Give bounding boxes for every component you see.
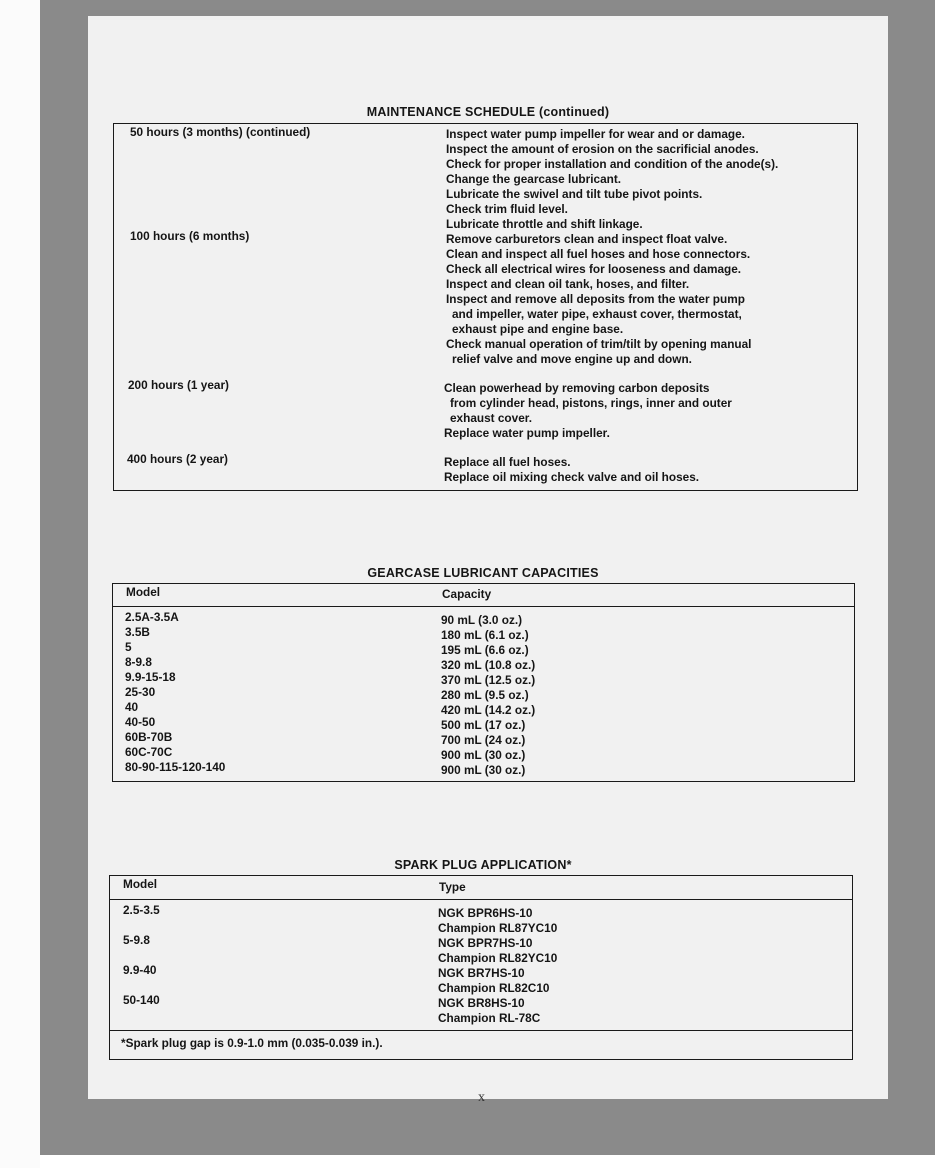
type-cell: Champion RL-78C — [438, 1011, 541, 1025]
col-header-model: Model — [126, 585, 161, 599]
page-number: x — [478, 1090, 485, 1105]
gearcase-title: GEARCASE LUBRICANT CAPACITIES — [367, 566, 599, 580]
task-line: Check trim fluid level. — [446, 202, 568, 216]
model-cell: 50-140 — [123, 993, 160, 1007]
footnote: *Spark plug gap is 0.9-1.0 mm (0.035-0.039 in.). — [121, 1036, 383, 1050]
task-line: from cylinder head, pistons, rings, inner and outer — [450, 396, 732, 410]
capacity-cell: 700 mL (24 oz.) — [441, 733, 526, 747]
interval-label: 50 hours (3 months) (continued) — [130, 125, 311, 139]
capacity-cell: 280 mL (9.5 oz.) — [441, 688, 529, 702]
task-line: exhaust cover. — [450, 411, 532, 425]
col-header-capacity: Capacity — [442, 587, 492, 601]
model-cell: 5-9.8 — [123, 933, 150, 947]
task-line: Replace water pump impeller. — [444, 426, 610, 440]
capacity-cell: 320 mL (10.8 oz.) — [441, 658, 536, 672]
type-cell: NGK BR8HS-10 — [438, 996, 525, 1010]
task-line: exhaust pipe and engine base. — [452, 322, 624, 336]
model-cell: 60B-70B — [125, 730, 173, 744]
scan-margin — [0, 0, 40, 1168]
task-line: relief valve and move engine up and down. — [452, 352, 692, 366]
task-line: Inspect the amount of erosion on the sacrificial anodes. — [446, 142, 759, 156]
type-cell: Champion RL82YC10 — [438, 951, 558, 965]
task-line: Clean and inspect all fuel hoses and hose connectors. — [446, 247, 751, 261]
capacity-cell: 900 mL (30 oz.) — [441, 763, 526, 777]
capacity-cell: 420 mL (14.2 oz.) — [441, 703, 536, 717]
task-line: Change the gearcase lubricant. — [446, 172, 622, 186]
model-cell: 80-90-115-120-140 — [125, 760, 226, 774]
task-line: Check for proper installation and condition of the anode(s). — [446, 157, 779, 171]
model-cell: 60C-70C — [125, 745, 173, 759]
task-line: Inspect water pump impeller for wear and or damage. — [446, 127, 745, 141]
col-header-type: Type — [439, 880, 466, 894]
task-line: Inspect and remove all deposits from the water pump — [446, 292, 745, 306]
capacity-cell: 90 mL (3.0 oz.) — [441, 613, 523, 627]
model-cell: 40-50 — [125, 715, 156, 729]
interval-label: 400 hours (2 year) — [127, 452, 228, 466]
type-cell: Champion RL82C10 — [438, 981, 550, 995]
capacity-cell: 500 mL (17 oz.) — [441, 718, 526, 732]
page — [88, 16, 888, 1105]
model-cell: 9.9-15-18 — [125, 670, 176, 684]
task-line: Check all electrical wires for looseness and damage. — [446, 262, 742, 276]
model-cell: 8-9.8 — [125, 655, 152, 669]
model-cell: 9.9-40 — [123, 963, 157, 977]
model-cell: 40 — [125, 700, 139, 714]
task-line: Remove carburetors clean and inspect float valve. — [446, 232, 728, 246]
task-line: Check manual operation of trim/tilt by opening manual — [446, 337, 752, 351]
model-cell: 3.5B — [125, 625, 150, 639]
maintenance-title: MAINTENANCE SCHEDULE (continued) — [366, 105, 610, 119]
task-line: Lubricate the swivel and tilt tube pivot points. — [446, 187, 703, 201]
header-rule — [110, 899, 852, 900]
task-line: Clean powerhead by removing carbon deposits — [444, 381, 710, 395]
capacity-cell: 900 mL (30 oz.) — [441, 748, 526, 762]
task-line: Replace oil mixing check valve and oil hoses. — [444, 470, 700, 484]
capacity-cell: 180 mL (6.1 oz.) — [441, 628, 529, 642]
type-cell: Champion RL87YC10 — [438, 921, 558, 935]
task-line: and impeller, water pipe, exhaust cover, thermostat, — [452, 307, 742, 321]
sparkplug-table — [109, 875, 853, 1060]
model-cell: 25-30 — [125, 685, 156, 699]
header-rule — [113, 606, 854, 607]
model-cell: 2.5-3.5 — [123, 903, 160, 917]
interval-label: 200 hours (1 year) — [128, 378, 229, 392]
model-cell: 5 — [125, 640, 132, 654]
task-line: Inspect and clean oil tank, hoses, and filter. — [446, 277, 690, 291]
task-line: Replace all fuel hoses. — [444, 455, 571, 469]
model-cell: 2.5A-3.5A — [125, 610, 179, 624]
type-cell: NGK BPR6HS-10 — [438, 906, 533, 920]
type-cell: NGK BPR7HS-10 — [438, 936, 533, 950]
interval-label: 100 hours (6 months) — [130, 229, 250, 243]
footnote-rule — [110, 1030, 852, 1031]
col-header-model: Model — [123, 877, 158, 891]
gearcase-table — [112, 583, 855, 782]
task-line: Lubricate throttle and shift linkage. — [446, 217, 643, 231]
sparkplug-title: SPARK PLUG APPLICATION* — [394, 858, 572, 872]
type-cell: NGK BR7HS-10 — [438, 966, 525, 980]
capacity-cell: 195 mL (6.6 oz.) — [441, 643, 529, 657]
maintenance-table — [113, 123, 858, 491]
capacity-cell: 370 mL (12.5 oz.) — [441, 673, 536, 687]
